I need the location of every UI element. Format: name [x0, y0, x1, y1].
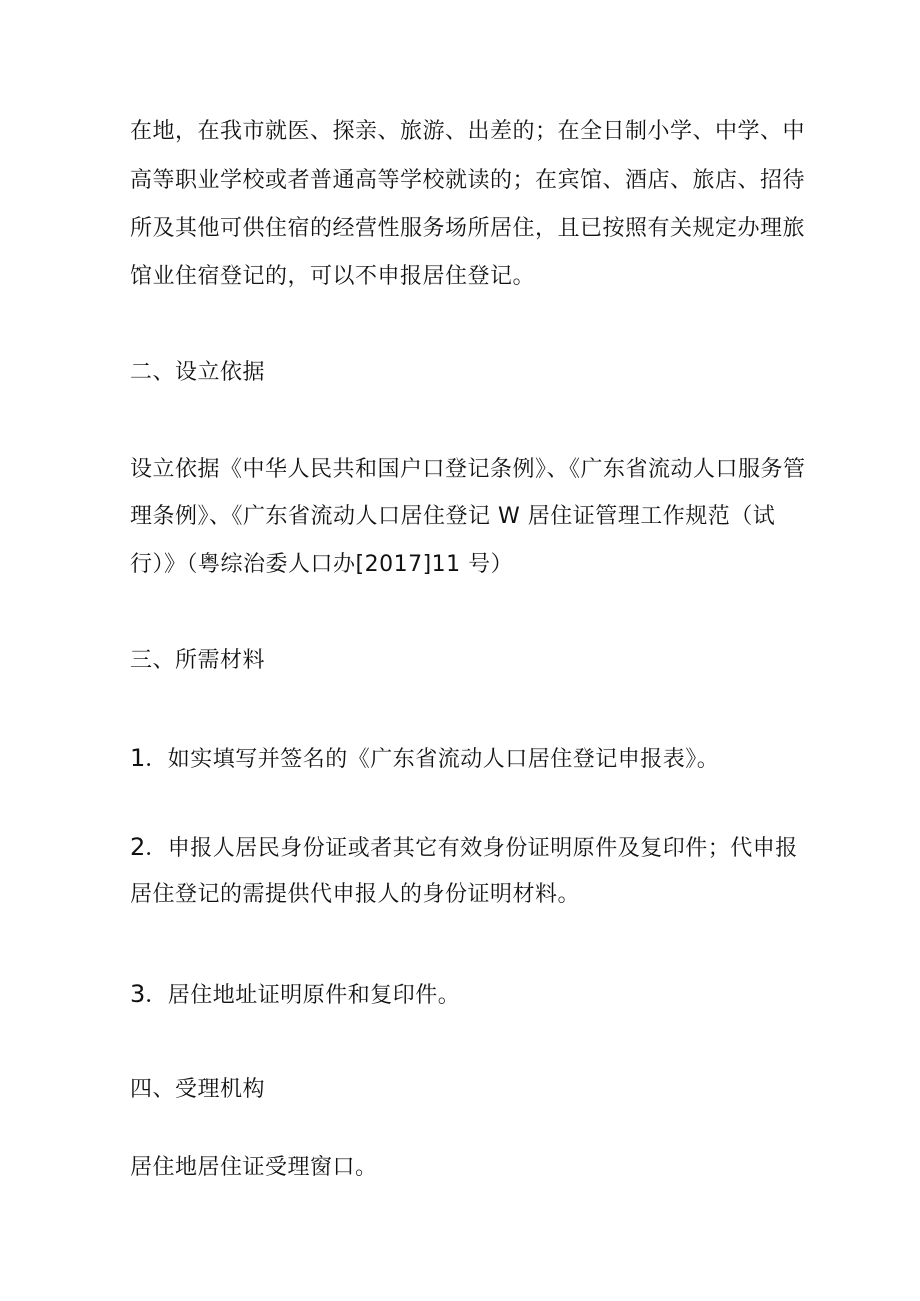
section-heading-basis: 二、设立依据 — [130, 360, 266, 385]
list-item-number: 1 — [130, 744, 146, 772]
paragraph-line: 理条例》、《广东省流动人口居住登记 W 居住证管理工作规范（试 — [130, 504, 776, 529]
list-item-number: 2 — [130, 833, 146, 861]
paragraph-line: 馆业住宿登记的，可以不申报居住登记。 — [130, 264, 536, 289]
paragraph-line: 所及其他可供住宿的经营性服务场所居住，且已按照有关规定办理旅 — [130, 216, 806, 241]
paragraph-line: 居住地居住证受理窗口。 — [130, 1155, 378, 1180]
paragraph-line: 行）》（粤综治委人口办[2017]11 号） — [130, 552, 514, 577]
list-item — [130, 832, 810, 864]
list-item-text: ．申报人居民身份证或者其它有效身份证明原件及复印件；代申报 — [145, 836, 798, 861]
section-heading-materials: 三、所需材料 — [130, 648, 266, 673]
list-item-number: 3 — [130, 980, 146, 1008]
list-item-text: ．如实填写并签名的《广东省流动人口居住登记申报表》。 — [145, 747, 720, 772]
list-item — [130, 979, 810, 1011]
list-item-continuation: 居住登记的需提供代申报人的身份证明材料。 — [130, 882, 581, 907]
section-heading-agency: 四、受理机构 — [130, 1077, 266, 1102]
paragraph-line: 在地，在我市就医、探亲、旅游、出差的；在全日制小学、中学、中 — [130, 119, 806, 144]
paragraph-line: 设立依据《中华人民共和国户口登记条例》、《广东省流动人口服务管 — [130, 457, 806, 482]
list-item-text: ．居住地址证明原件和复印件。 — [145, 983, 461, 1008]
list-item — [130, 743, 810, 775]
paragraph-line: 高等职业学校或者普通高等学校就读的；在宾馆、酒店、旅店、招待 — [130, 168, 806, 193]
